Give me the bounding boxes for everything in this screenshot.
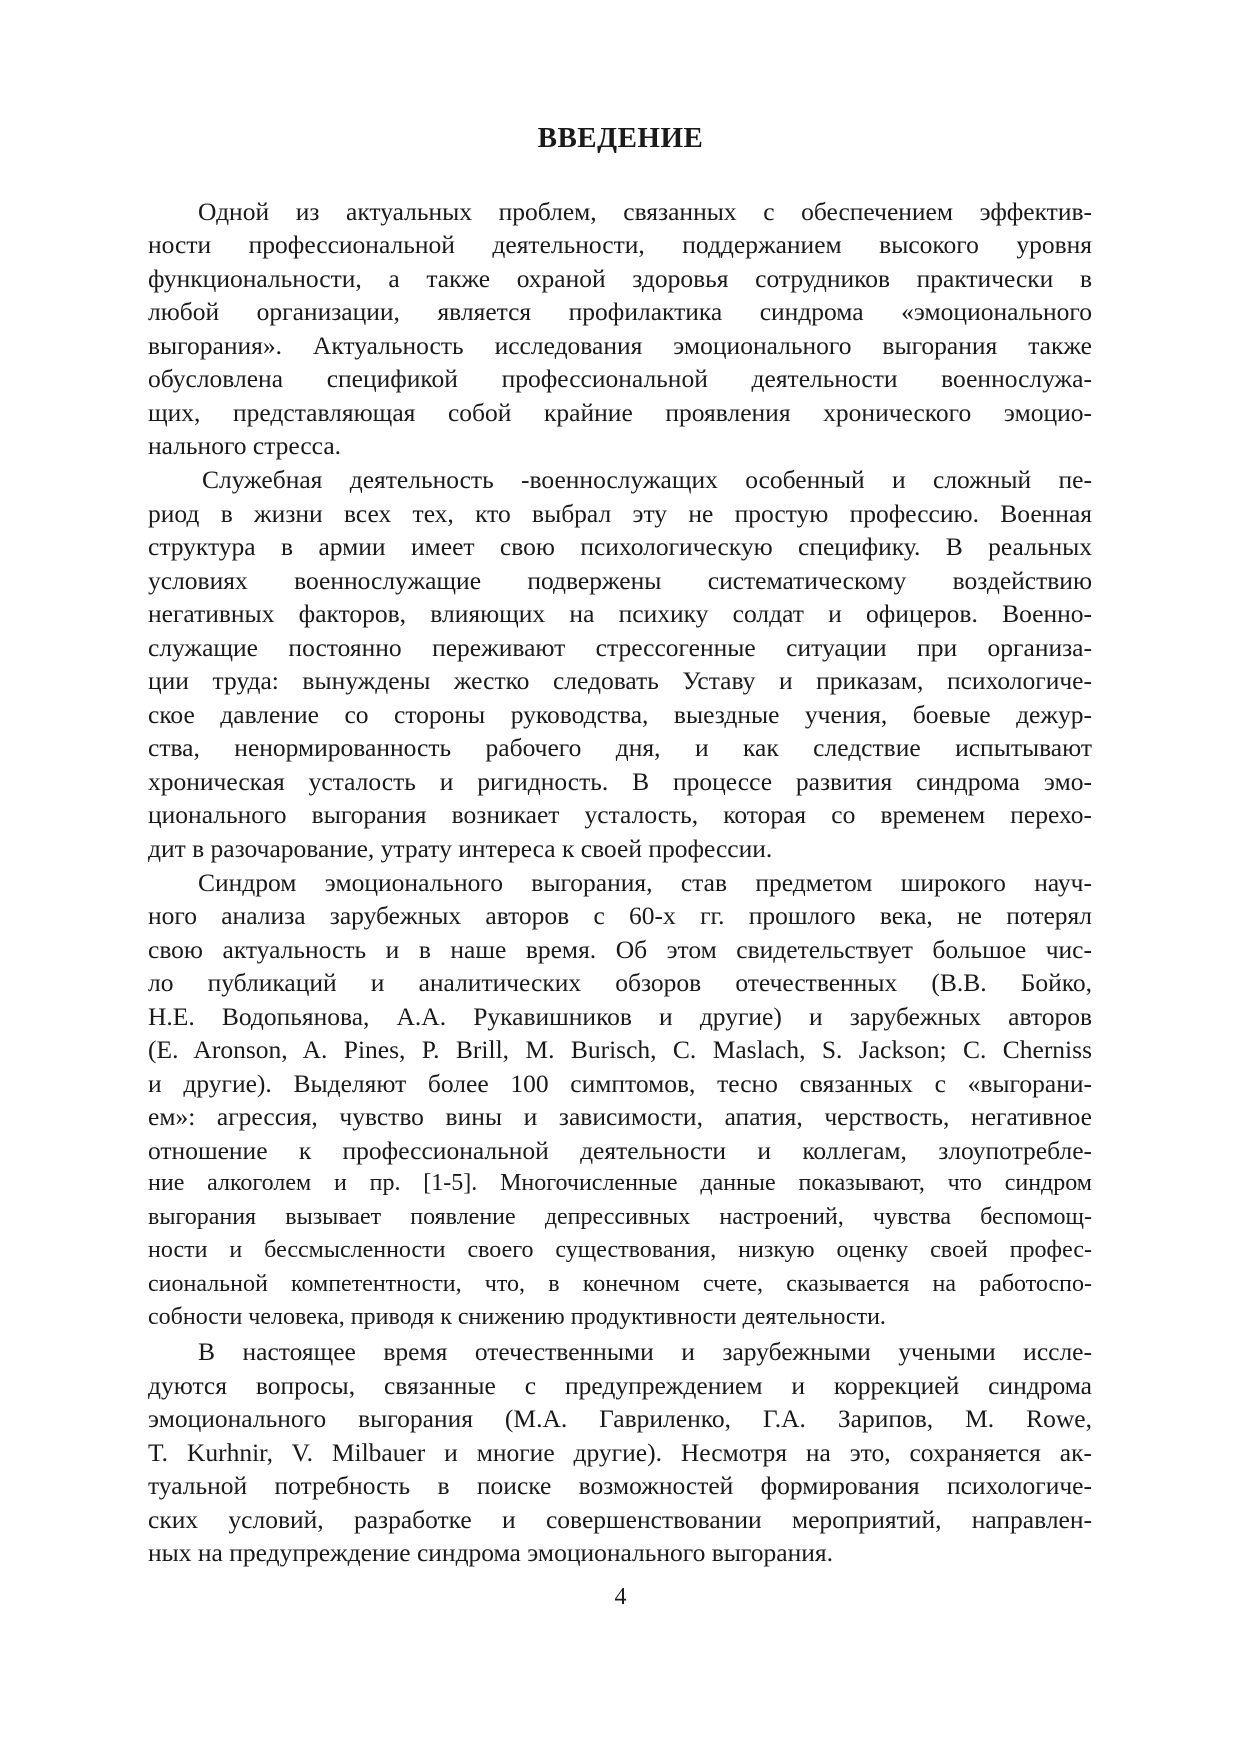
paragraph-3-line-10: ние алкоголем и пр. [1-5]. Многочисленные данные показывают, что синдром xyxy=(148,1170,1092,1196)
paragraph-2-line-12: дит в разочарование, утрату интереса к своей профессии. xyxy=(148,834,773,863)
paragraph-2-line-7: ции труда: вынуждены жестко следовать Уставу и приказам, психологиче- xyxy=(148,666,1092,695)
paragraph-4-line-1: В настоящее время отечественными и зарубежными учеными иссле- xyxy=(198,1337,1092,1366)
paragraph-4-line-5: туальной потребность в поиске возможностей формирования психологиче- xyxy=(148,1471,1092,1500)
paragraph-3-line-9: отношение к профессиональной деятельности и коллегам, злоупотребле- xyxy=(148,1136,1092,1165)
paragraph-3-line-5: Н.Е. Водопьянова, А.А. Рукавишников и другие) и зарубежных авторов xyxy=(148,1002,1092,1031)
paragraph-4-line-7: ных на предупреждение синдрома эмоционального выгорания. xyxy=(148,1538,833,1567)
paragraph-1-line-1: Одной из актуальных проблем, связанных с обеспечением эффектив- xyxy=(198,197,1092,226)
paragraph-2-line-8: ское давление со стороны руководства, выездные учения, боевые дежур- xyxy=(148,700,1092,729)
paragraph-2-line-11: ционального выгорания возникает усталость, которая со временем перехо- xyxy=(148,800,1092,829)
paragraph-1-line-3: функциональности, а также охраной здоровья сотрудников практически в xyxy=(148,264,1092,293)
paragraph-3-line-6: (E. Aronson, A. Pines, P. Brill, M. Burisch, C. Maslach, S. Jackson; C. Cherniss xyxy=(148,1035,1092,1064)
page-title: ВВЕДЕНИЕ xyxy=(537,122,704,154)
paragraph-3-line-8: ем»: агрессия, чувство вины и зависимости, апатия, черствость, негативное xyxy=(148,1102,1092,1131)
paragraph-3-line-1: Синдром эмоционального выгорания, став предметом широкого науч- xyxy=(198,868,1092,897)
paragraph-1-line-2: ности профессиональной деятельности, поддержанием высокого уровня xyxy=(148,230,1092,259)
paragraph-2-line-1: Служебная деятельность -военнослужащих особенный и сложный пе- xyxy=(202,465,1092,494)
paragraph-3-line-7: и другие). Выделяют более 100 симптомов, тесно связанных с «выгорани- xyxy=(148,1069,1092,1098)
paragraph-1-line-4: любой организации, является профилактика синдрома «эмоционального xyxy=(148,297,1092,326)
paragraph-3-line-4: ло публикаций и аналитических обзоров отечественных (В.В. Бойко, xyxy=(148,968,1092,997)
paragraph-2-line-10: хроническая усталость и ригидность. В процессе развития синдрома эмо- xyxy=(148,767,1092,796)
paragraph-4-line-3: эмоционального выгорания (М.А. Гавриленко, Г.А. Зарипов, M. Rowe, xyxy=(148,1404,1092,1433)
paragraph-3-line-3: свою актуальность и в наше время. Об этом свидетельствует большое чис- xyxy=(148,935,1092,964)
paragraph-4-line-6: ских условий, разработке и совершенствовании мероприятий, направлен- xyxy=(148,1505,1092,1534)
paragraph-2-line-4: условиях военнослужащие подвержены систематическому воздействию xyxy=(148,566,1092,595)
paragraph-2-line-5: негативных факторов, влияющих на психику солдат и офицеров. Военно- xyxy=(148,599,1092,628)
paragraph-3-line-14: собности человека, приводя к снижению продуктивности деятельности. xyxy=(148,1304,886,1330)
paragraph-1-line-8: нального стресса. xyxy=(148,431,342,460)
paragraph-1-line-7: щих, представляющая собой крайние проявления хронического эмоцио- xyxy=(148,398,1092,427)
paragraph-3-line-2: ного анализа зарубежных авторов с 60-х гг. прошлого века, не потерял xyxy=(148,901,1092,930)
paragraph-2-line-6: служащие постоянно переживают стрессогенные ситуации при организа- xyxy=(148,633,1092,662)
paragraph-3-line-13: сиональной компетентности, что, в конечном счете, сказывается на работоспо- xyxy=(148,1271,1092,1297)
paragraph-3-line-11: выгорания вызывает появление депрессивных настроений, чувства беспомощ- xyxy=(148,1204,1092,1230)
paragraph-2-line-2: риод в жизни всех тех, кто выбрал эту не простую профессию. Военная xyxy=(148,499,1092,528)
paragraph-1-line-5: выгорания». Актуальность исследования эмоционального выгорания также xyxy=(148,331,1092,360)
paragraph-2-line-3: структура в армии имеет свою психологическую специфику. В реальных xyxy=(148,532,1092,561)
paragraph-1-line-6: обусловлена спецификой профессиональной деятельности военнослужа- xyxy=(148,364,1092,393)
page-number: 4 xyxy=(614,1584,627,1610)
paragraph-3-line-12: ности и бессмысленности своего существования, низкую оценку своей профес- xyxy=(148,1237,1092,1263)
paragraph-4-line-4: T. Kurhnir, V. Milbauer и многие другие). Несмотря на это, сохраняется ак- xyxy=(148,1438,1092,1467)
paragraph-4-line-2: дуются вопросы, связанные с предупреждением и коррекцией синдрома xyxy=(148,1371,1092,1400)
paragraph-2-line-9: ства, ненормированность рабочего дня, и как следствие испытывают xyxy=(148,733,1092,762)
